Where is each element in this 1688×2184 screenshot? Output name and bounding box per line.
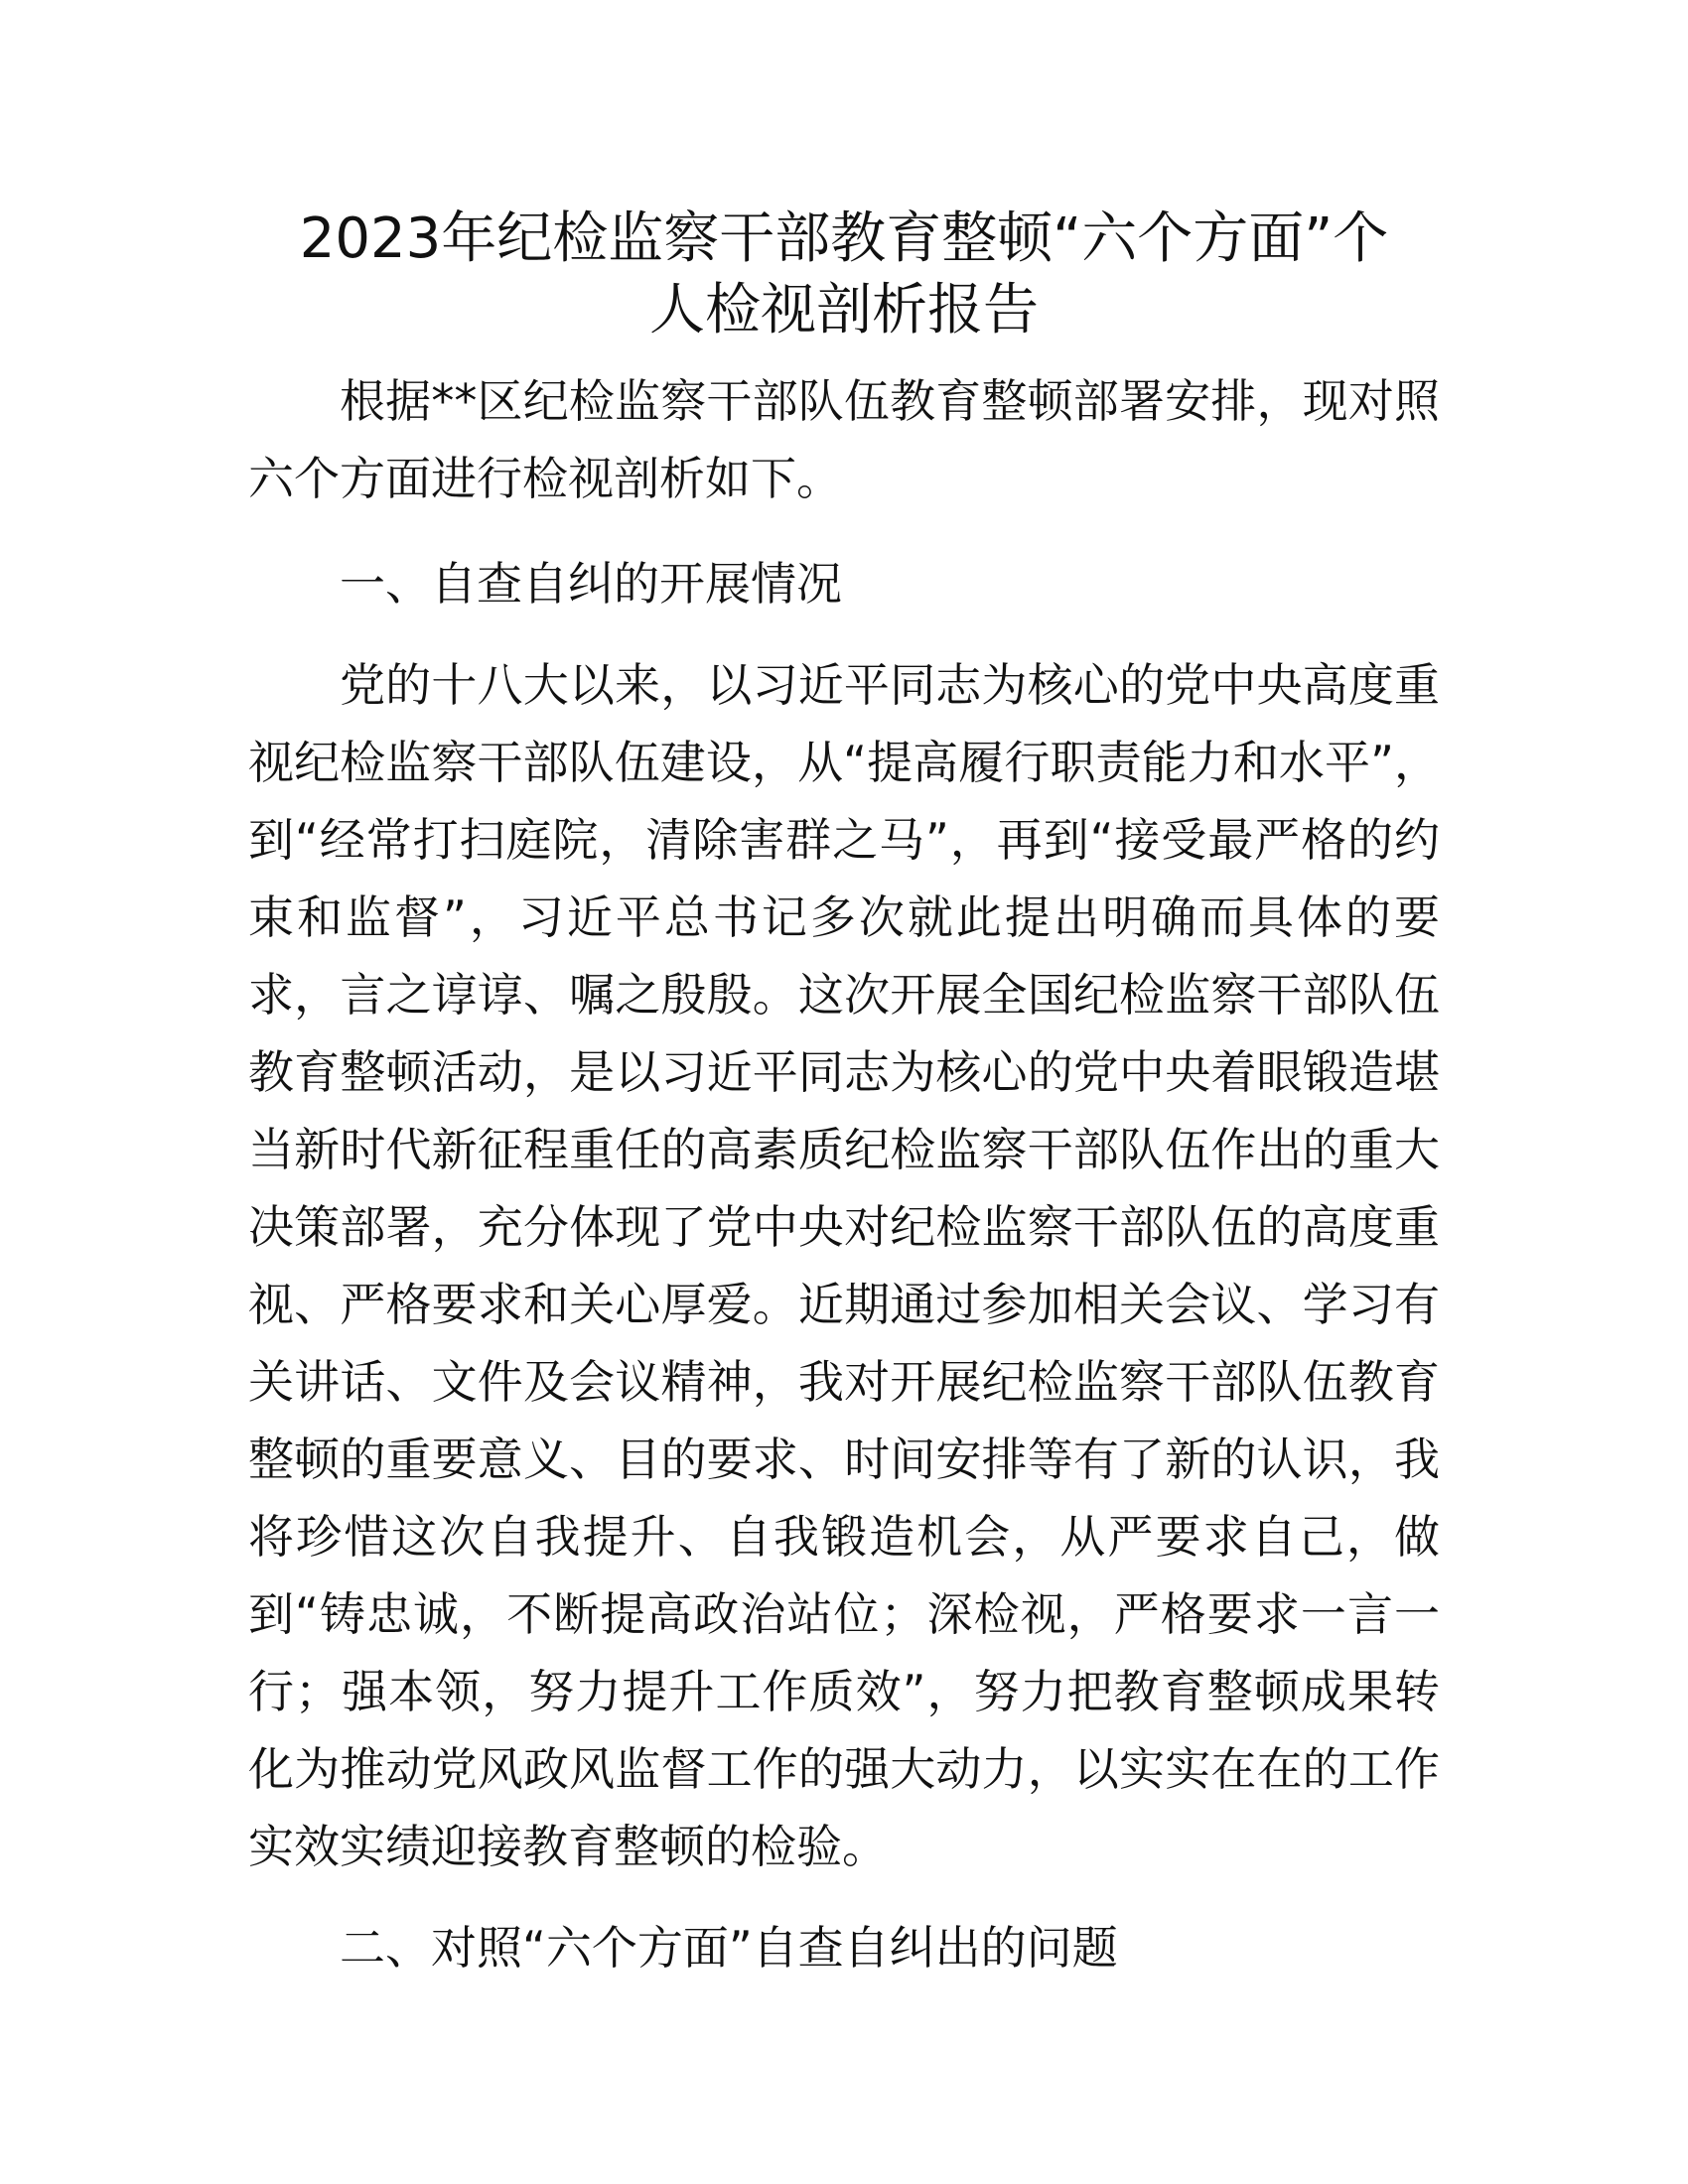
title-line-1: 2023年纪检监察干部教育整顿“六个方面”个: [299, 206, 1389, 271]
intro-paragraph: 根据**区纪检监察干部队伍教育整顿部署安排，现对照六个方面进行检视剖析如下。: [248, 374, 1440, 505]
document-title: [248, 204, 1440, 346]
title-line-2: 人检视剖析报告: [649, 278, 1039, 342]
section-1-paragraph: 党的十八大以来，以习近平同志为核心的党中央高度重视纪检监察干部队伍建设，从“提高履行职责能力和水平”，到“经常打扫庭院，清除害群之马”，再到“接受最严格的约束和监督”，习近平总书记多次就此提出明确而具体的要求，言之谆谆、嘱之殷殷。这次开展全国纪检监察干部队伍教育整顿活动，是以习近平同志为核心的党中央着眼锻造堪当新时代新征程重任的高素质纪检监察干部队伍作出的重大决策部署，充分体现了党中央对纪检监察干部队伍的高度重视、严格要求和关心厚爱。近期通过参加相关会议、学习有关讲话、文件及会议精神，我对开展纪检监察干部队伍教育整顿的重要意义、目的要求、时间安排等有了新的认识，我将珍惜这次自我提升、自我锻造机会，从严要求自己，做到“铸忠诚，不断提高政治站位；深检视，严格要求一言一行；强本领，努力提升工作质效”，努力把教育整顿成果转化为推动党风政风监督工作的强大动力，以实实在在的工作实效实绩迎接教育整顿的检验。: [248, 658, 1440, 1873]
document-page: [248, 204, 1440, 1986]
section-heading-2: 二、对照“六个方面”自查自纠出的问题: [340, 1921, 1118, 1975]
section-heading-1: 一、自查自纠的开展情况: [340, 557, 842, 611]
